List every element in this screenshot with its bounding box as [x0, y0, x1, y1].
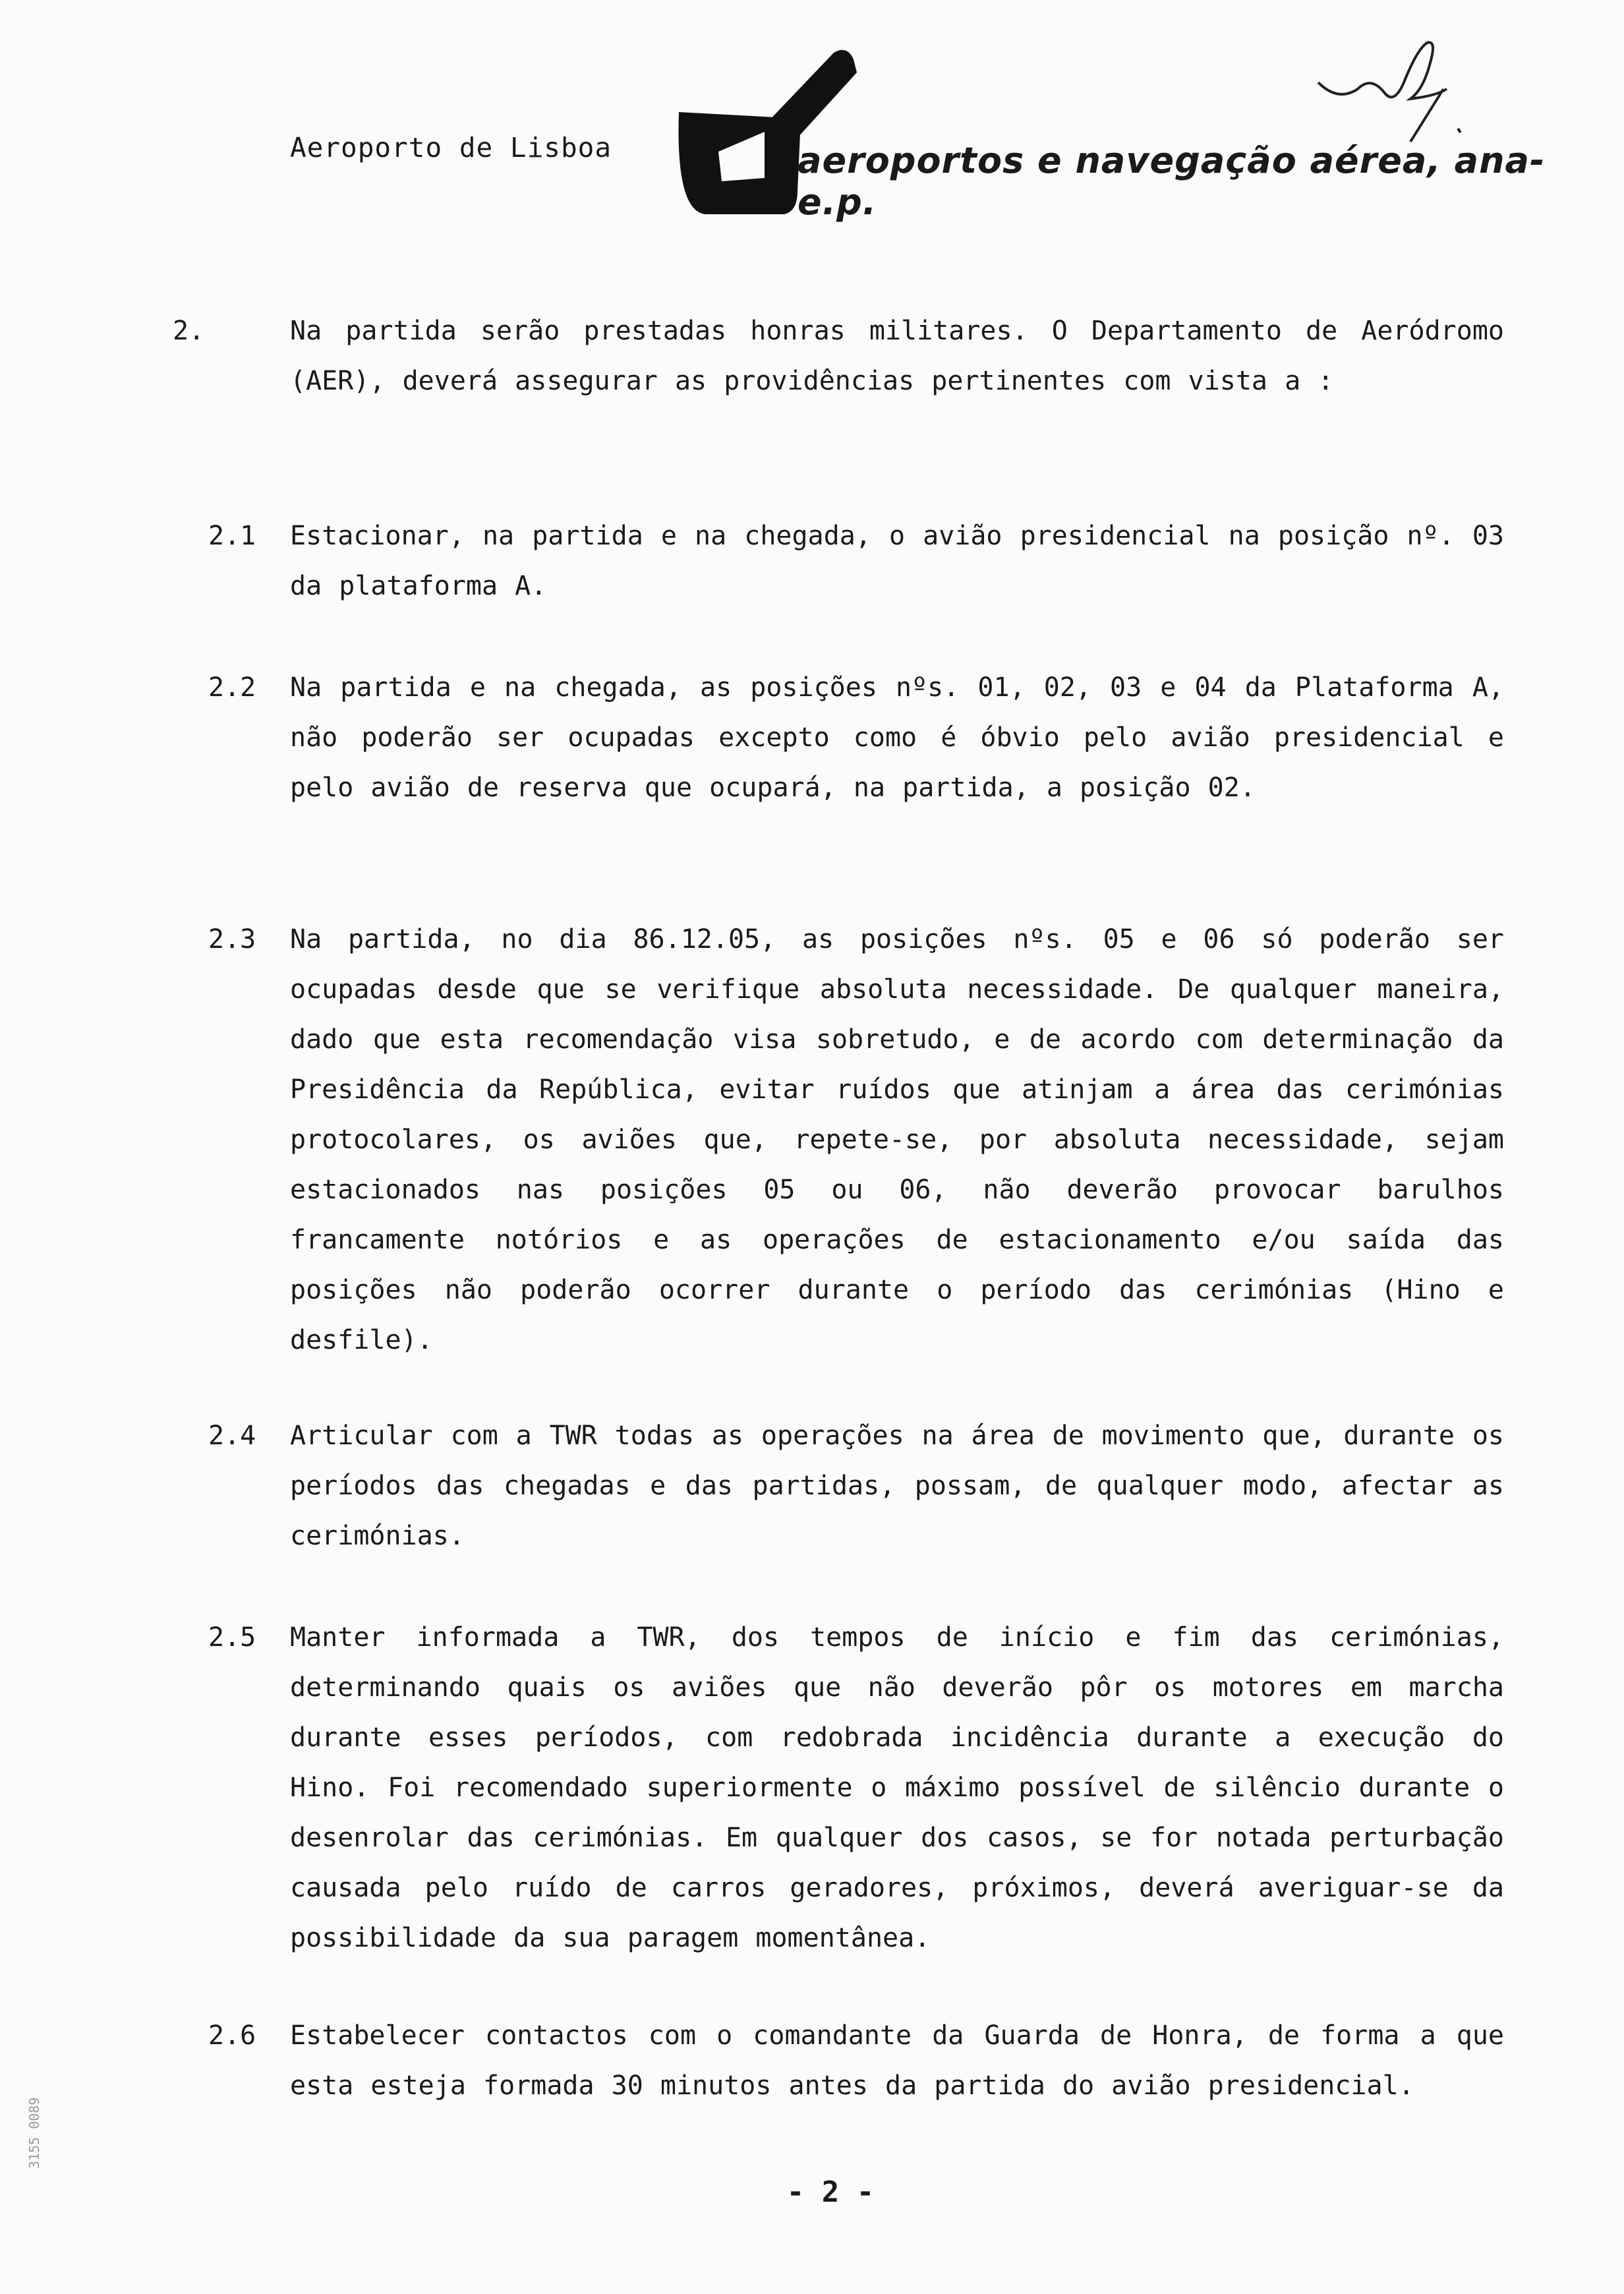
- section-text: Na partida serão prestadas honras militares. O Departamento de Aeródromo (AER), deverá assegurar as providências pertinentes com vista a :: [290, 316, 1504, 396]
- section-text: Na partida e na chegada, as posições nºs. 01, 02, 03 e 04 da Plataforma A, não poderão ser ocupadas excepto como é óbvio pelo avião presidencial e pelo avião de reserva que ocupará, na partida, a posição 02.: [290, 672, 1504, 803]
- section-number: 2.4: [208, 1421, 256, 1451]
- section-text: Estabelecer contactos com o comandante da Guarda de Honra, de forma a que esta esteja formada 30 minutos antes da partida do avião presidencial.: [290, 2020, 1504, 2101]
- section-text: Articular com a TWR todas as operações na área de movimento que, durante os períodos das chegadas e das partidas, possam, de qualquer modo, afectar as cerimónias.: [290, 1421, 1504, 1551]
- section-text: Manter informada a TWR, dos tempos de início e fim das cerimónias, determinando quais os aviões que não deverão pôr os motores em marcha durante esses períodos, com redobrada incidência durante a execução do Hino. Foi recomendado superiormente o máximo possível de silêncio durante o desenrolar das cerimónias. Em qualquer dos casos, se for notada perturbação causada pelo ruído de carros geradores, próximos, deverá averiguar-se da possibilidade da sua paragem momentânea.: [290, 1622, 1504, 1953]
- section-number: 2.: [173, 316, 205, 346]
- section-text: Na partida, no dia 86.12.05, as posições nºs. 05 e 06 só poderão ser ocupadas desde que se verifique absoluta necessidade. De qualquer maneira, dado que esta recomendação visa sobretudo, e de acordo com determinação da Presidência da República, evitar ruídos que atinjam a área das cerimónias protocolares, os aviões que, repete-se, por absoluta necessidade, sejam estacionados nas posições 05 ou 06, não deverão provocar barulhos francamente notórios e as operações de estacionamento e/ou saída das posições não poderão ocorrer durante o período das cerimónias (Hino e desfile).: [290, 924, 1504, 1355]
- organization-name: aeroportos e navegação aérea, anа-e.p.: [798, 140, 1546, 223]
- section-number: 2.2: [208, 672, 256, 703]
- page-number: - 2 -: [786, 2175, 875, 2209]
- signature-icon: [1312, 36, 1476, 148]
- header-location: Aeroporto de Lisboa: [290, 132, 612, 163]
- section-text: Estacionar, na partida e na chegada, o avião presidencial na posição nº. 03 da plataforma A.: [290, 521, 1504, 601]
- section-number: 2.5: [208, 1622, 256, 1653]
- section-number: 2.6: [208, 2020, 256, 2051]
- section-number: 2.3: [208, 924, 256, 955]
- section-number: 2.1: [208, 521, 256, 551]
- side-code: 3155 0089: [26, 2097, 42, 2169]
